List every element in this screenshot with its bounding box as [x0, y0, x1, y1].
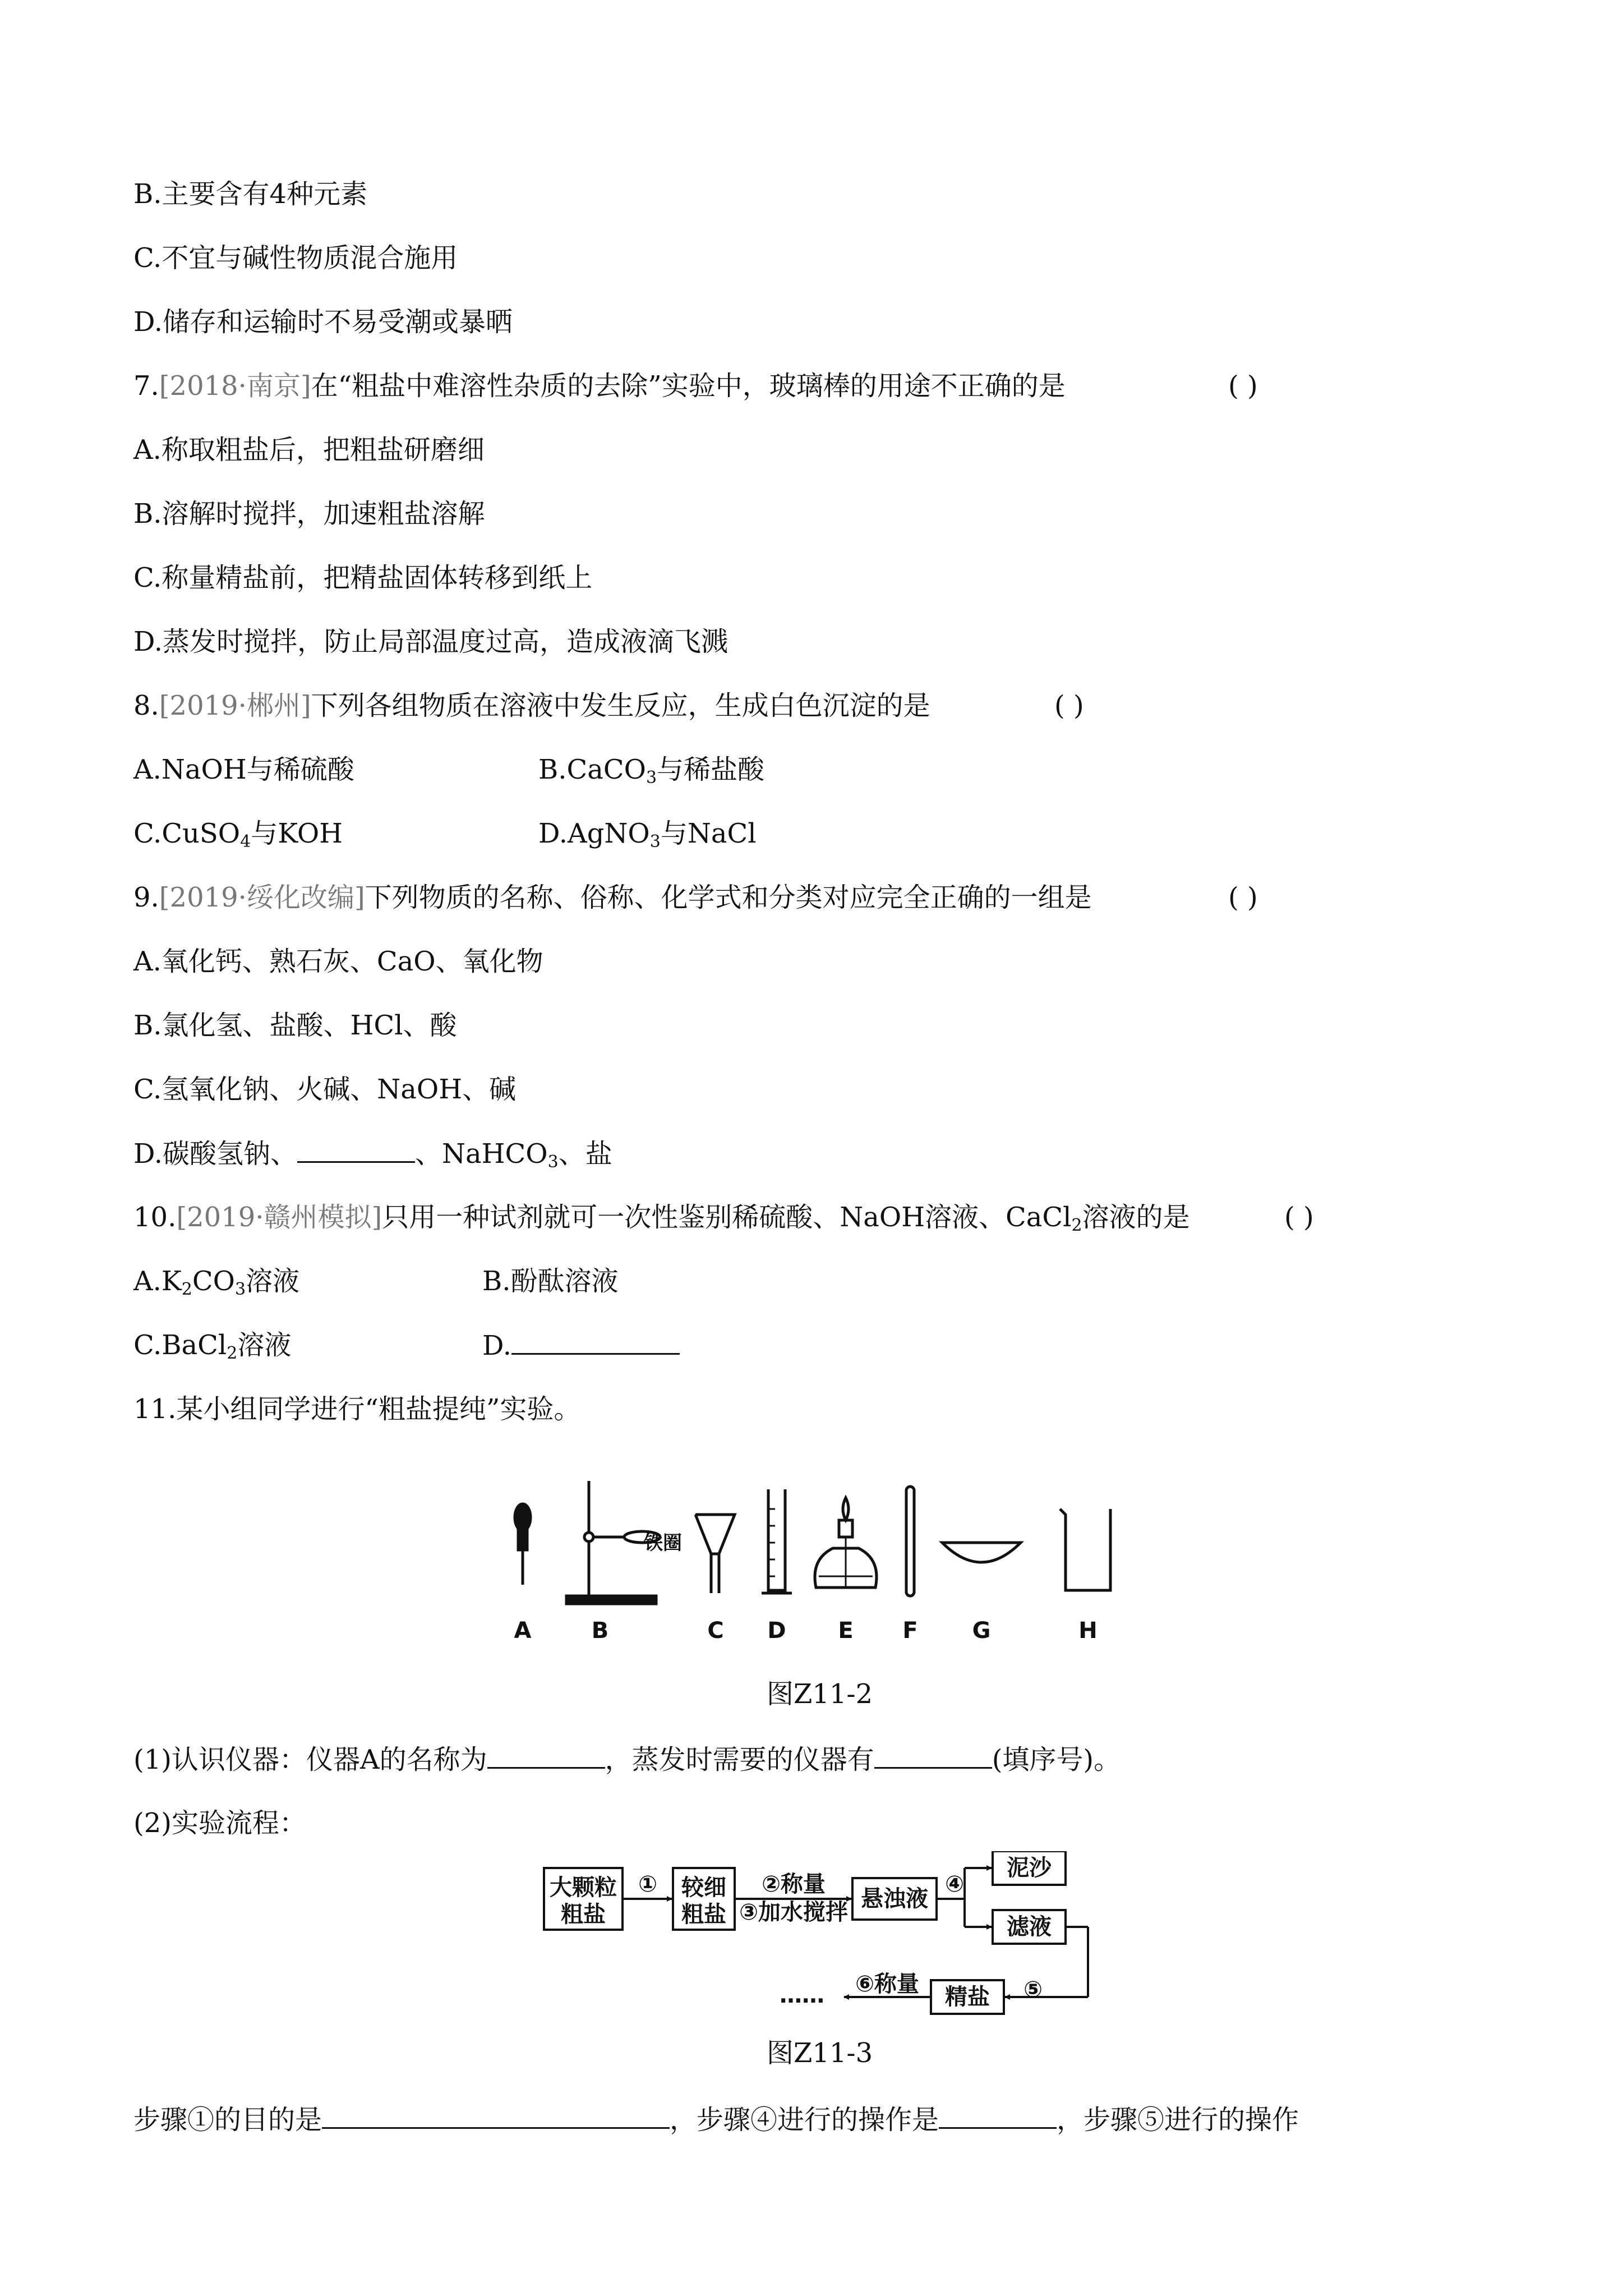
figure-z11-2-caption: 图Z11-2: [767, 1678, 873, 1710]
q11-step1-blank[interactable]: [322, 2102, 670, 2129]
q10-stem: 10.[2019·赣州模拟]只用一种试剂就可一次性鉴别稀硫酸、NaOH溶液、CaCl$_2$溶液的是: [133, 1202, 1190, 1235]
q8-option-a: A.NaOH与稀硫酸: [133, 754, 354, 785]
beaker-icon: [1060, 1509, 1110, 1590]
q7-option-c: C.称量精盐前，把精盐固体转移到纸上: [133, 562, 593, 593]
q7-option-a: A.称取粗盐后，把粗盐研磨细: [133, 434, 485, 466]
apparatus-label-e: E: [838, 1618, 854, 1644]
q10-source: [2019·赣州模拟]: [176, 1202, 382, 1233]
funnel-icon: [695, 1515, 735, 1593]
flow-box-refined-salt-label: 精盐: [945, 1984, 990, 2010]
apparatus-label-c: C: [707, 1618, 724, 1644]
q11-step4-blank[interactable]: [939, 2102, 1057, 2129]
q8-option-c: C.CuSO$_4$与KOH: [133, 818, 343, 852]
flow-box-filtrate-label: 滤液: [1007, 1914, 1052, 1940]
q11-part1-blank-1[interactable]: [487, 1742, 605, 1769]
flow-box-coarse-salt-line2: 粗盐: [561, 1902, 606, 1927]
figure-flowchart: [538, 1851, 1116, 2019]
figure-z11-3-caption: 图Z11-3: [767, 2037, 873, 2069]
q9-option-c: C.氢氧化钠、火碱、NaOH、碱: [133, 1074, 517, 1105]
q10-fill-blank[interactable]: [511, 1328, 680, 1355]
evaporating-dish-icon: [942, 1543, 1021, 1562]
flow-step-4: ④: [945, 1871, 964, 1897]
q7-answer-paren: ( ): [1228, 370, 1258, 402]
apparatus-label-h: H: [1078, 1618, 1098, 1644]
q7-option-b: B.溶解时搅拌，加速粗盐溶解: [133, 498, 485, 530]
flow-box-coarse-salt-line1: 大颗粒: [550, 1875, 617, 1901]
q9-option-b: B.氯化氢、盐酸、HCl、酸: [133, 1010, 457, 1041]
q8-option-b: B.CaCO$_3$与稀盐酸: [538, 754, 765, 788]
flow-box-fine-salt-line2: 粗盐: [681, 1902, 726, 1927]
q9-number: 9.: [133, 882, 159, 913]
q9-fill-blank[interactable]: [297, 1137, 415, 1163]
q8-stem: [133, 689, 930, 723]
q10-option-c: C.BaCl$_2$溶液: [133, 1329, 292, 1363]
q11-part1-blank-2[interactable]: [874, 1742, 992, 1769]
apparatus-label-g: G: [972, 1618, 991, 1644]
q7-number: 7.: [133, 370, 159, 402]
q11-stem: 11.某小组同学进行“粗盐提纯”实验。: [133, 1393, 581, 1425]
q7-text: 在“粗盐中难溶性杂质的去除”实验中，玻璃棒的用途不正确的是: [311, 370, 1066, 402]
q11-steps-line: 步骤①的目的是 ，步骤④进行的操作是 ，步骤⑤进行的操作: [133, 2102, 1299, 2137]
apparatus-label-d: D: [767, 1618, 786, 1644]
q10-option-a: $A.K_2CO_3$溶液: [133, 1266, 300, 1299]
flow-step-3: ③加水搅拌: [739, 1899, 848, 1925]
q8-answer-paren: ( ): [1054, 690, 1084, 721]
q9-option-a: A.氧化钙、熟石灰、CaO、氧化物: [133, 946, 543, 977]
q10-option-b: B.酚酞溶液: [482, 1266, 619, 1297]
glass-rod-icon: [906, 1487, 914, 1596]
q10-number: 10.: [133, 1202, 177, 1233]
iron-ring-label: 铁圈: [644, 1532, 682, 1554]
q8-number: 8.: [133, 690, 159, 721]
flow-box-suspension-label: 悬浊液: [861, 1886, 928, 1912]
figure-apparatus: [505, 1464, 1133, 1649]
flow-step-1: ①: [638, 1871, 657, 1897]
flow-step-2: ②称量: [762, 1871, 826, 1897]
q9-source: [2019·绥化改编]: [159, 882, 365, 913]
q9-text: 下列物质的名称、俗称、化学式和分类对应完全正确的一组是: [365, 882, 1092, 913]
q6-option-b: B.主要含有4种元素: [133, 178, 368, 210]
q10-option-d: D.: [482, 1328, 680, 1363]
apparatus-label-a: A: [514, 1618, 532, 1644]
q6-option-c: C.不宜与碱性物质混合施用: [133, 242, 458, 274]
q7-source: [2018·南京]: [159, 370, 311, 402]
flow-step-5: ⑤: [1023, 1977, 1043, 2003]
q11-part1: (1)认识仪器：仪器A的名称为 ，蒸发时需要的仪器有 (填序号)。: [133, 1742, 1121, 1777]
q9-option-d: D.碳酸氢钠、 、NaHCO$_3$、盐: [133, 1137, 612, 1171]
apparatus-label-f: F: [902, 1618, 918, 1644]
q10-answer-paren: ( ): [1284, 1202, 1314, 1233]
dropper-icon: [515, 1504, 531, 1585]
flow-ellipsis: ……: [780, 1982, 824, 2008]
q9-stem: [133, 881, 1092, 914]
q11-part2: (2)实验流程：: [133, 1807, 306, 1839]
alcohol-lamp-icon: [815, 1498, 877, 1588]
q8-source: [2019·郴州]: [159, 690, 311, 721]
q8-text: 下列各组物质在溶液中发生反应，生成白色沉淀的是: [311, 690, 930, 721]
apparatus-label-b: B: [591, 1618, 609, 1644]
flow-box-sediment-label: 泥沙: [1007, 1855, 1052, 1881]
q7-stem: [133, 369, 1066, 403]
q8-option-d: D.AgNO$_3$与NaCl: [538, 818, 757, 852]
q9-answer-paren: ( ): [1228, 882, 1258, 913]
graduated-cylinder-icon: [762, 1489, 792, 1593]
q6-option-d: D.储存和运输时不易受潮或暴晒: [133, 306, 513, 338]
flow-step-6: ⑥称量: [855, 1971, 919, 1997]
flow-box-fine-salt-line1: 较细: [681, 1875, 726, 1901]
q7-option-d: D.蒸发时搅拌，防止局部温度过高，造成液滴飞溅: [133, 626, 728, 657]
